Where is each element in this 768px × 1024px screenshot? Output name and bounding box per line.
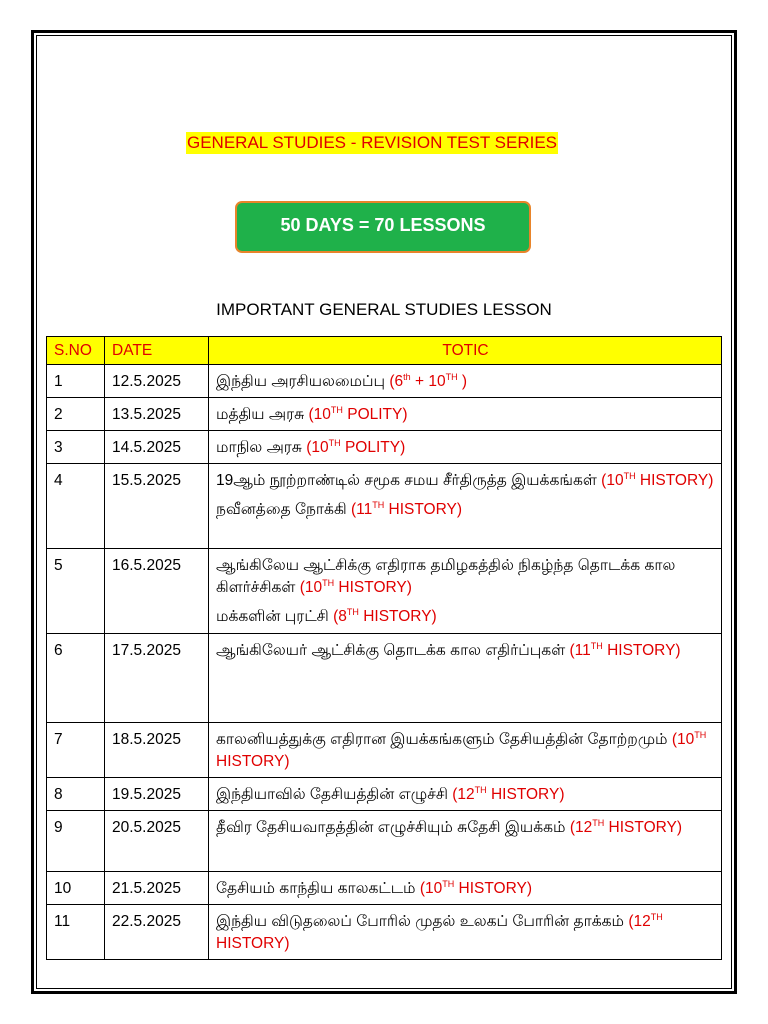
row-topic	[209, 905, 722, 960]
class-text: POLITY)	[340, 439, 406, 456]
class-reference	[306, 439, 405, 456]
row-topic	[209, 723, 722, 778]
topic-line	[216, 817, 715, 839]
row-date: 20.5.2025	[105, 811, 209, 872]
class-reference	[601, 472, 713, 489]
row-date: 17.5.2025	[105, 634, 209, 723]
table-row	[47, 634, 722, 723]
class-text: HISTORY)	[384, 501, 463, 518]
class-text: (6	[389, 373, 404, 390]
class-text: (10	[299, 579, 323, 596]
table-row	[47, 464, 722, 549]
class-reference	[389, 373, 467, 390]
row-sno: 2	[47, 398, 105, 431]
topic-text: ஆங்கிலேய ஆட்சிக்கு எதிராக தமிழகத்தில் நிகழ்ந்த தொடக்க கால கிளர்ச்சிகள்	[216, 557, 676, 596]
class-superscript: th	[403, 371, 411, 382]
class-text: (8	[333, 608, 347, 625]
class-reference	[452, 786, 564, 803]
class-reference	[333, 608, 437, 625]
topic-line	[216, 784, 715, 806]
row-date: 16.5.2025	[105, 549, 209, 634]
class-text: (11	[569, 642, 591, 659]
topic-text: தீவிர தேசியவாதத்தின் எழுச்சியும் சுதேசி இயக்கம்	[216, 819, 570, 836]
row-sno: 10	[47, 872, 105, 905]
class-reference	[570, 642, 681, 659]
class-superscript: TH	[372, 499, 385, 510]
class-reference	[351, 501, 462, 518]
class-superscript: TH	[322, 577, 335, 588]
row-topic	[209, 365, 722, 398]
row-sno: 3	[47, 431, 105, 464]
class-text: + 10	[410, 373, 446, 390]
class-text: (10	[601, 472, 624, 489]
topic-line	[216, 437, 715, 459]
table-row	[47, 723, 722, 778]
topic-line	[216, 911, 715, 955]
topic-line	[216, 878, 715, 900]
row-sno: 7	[47, 723, 105, 778]
class-text: HISTORY)	[604, 819, 683, 836]
row-topic	[209, 431, 722, 464]
row-date: 19.5.2025	[105, 778, 209, 811]
row-sno: 9	[47, 811, 105, 872]
header-sno: S.NO	[47, 337, 105, 365]
topic-line	[216, 640, 715, 662]
header-date: DATE	[105, 337, 209, 365]
row-topic	[209, 398, 722, 431]
class-superscript: TH	[330, 404, 343, 415]
topic-line	[216, 371, 715, 393]
class-superscript: TH	[623, 470, 636, 481]
class-text: HISTORY)	[358, 608, 437, 625]
row-date: 22.5.2025	[105, 905, 209, 960]
class-text: HISTORY)	[216, 753, 290, 770]
class-text: (10	[308, 406, 331, 423]
class-text: (12	[452, 786, 475, 803]
row-sno: 1	[47, 365, 105, 398]
topic-text: மக்களின் புரட்சி	[216, 608, 334, 625]
row-topic	[209, 634, 722, 723]
topic-text: மாநில அரசு	[216, 439, 307, 456]
row-sno: 4	[47, 464, 105, 549]
class-reference	[300, 579, 412, 596]
table-row	[47, 778, 722, 811]
row-date: 15.5.2025	[105, 464, 209, 549]
class-text: (12	[628, 913, 651, 930]
class-superscript: TH	[328, 437, 341, 448]
class-text: HISTORY)	[635, 472, 714, 489]
table-row	[47, 549, 722, 634]
class-text: HISTORY)	[602, 642, 681, 659]
class-superscript: TH	[592, 817, 605, 828]
table-header-row	[47, 337, 722, 365]
row-date: 12.5.2025	[105, 365, 209, 398]
class-reference	[420, 880, 532, 897]
class-superscript: TH	[442, 878, 455, 889]
days-lessons-banner: 50 DAYS = 70 LESSONS	[235, 201, 531, 253]
row-sno: 8	[47, 778, 105, 811]
class-reference	[570, 819, 682, 836]
class-text: POLITY)	[342, 406, 408, 423]
topic-text: மத்திய அரசு	[216, 406, 309, 423]
table-row	[47, 811, 722, 872]
row-date: 14.5.2025	[105, 431, 209, 464]
class-superscript: TH	[650, 911, 663, 922]
topic-text: தேசியம் காந்திய காலகட்டம்	[216, 880, 420, 897]
table-row	[47, 905, 722, 960]
lesson-schedule-table	[46, 336, 722, 960]
row-topic	[209, 464, 722, 549]
row-topic	[209, 549, 722, 634]
class-reference	[309, 406, 408, 423]
table-row	[47, 365, 722, 398]
topic-line	[216, 499, 715, 521]
table-row	[47, 872, 722, 905]
row-date: 13.5.2025	[105, 398, 209, 431]
header-topic: TOTIC	[209, 337, 722, 365]
class-superscript: TH	[474, 784, 487, 795]
section-title: IMPORTANT GENERAL STUDIES LESSON	[216, 300, 552, 319]
topic-line	[216, 404, 715, 426]
class-text: (10	[419, 880, 443, 897]
topic-text: இந்தியாவில் தேசியத்தின் எழுச்சி	[216, 786, 453, 803]
row-sno: 11	[47, 905, 105, 960]
row-sno: 5	[47, 549, 105, 634]
class-text: HISTORY)	[216, 935, 290, 952]
series-title: GENERAL STUDIES - REVISION TEST SERIES	[187, 133, 557, 152]
class-text: (12	[569, 819, 593, 836]
class-superscript: TH	[694, 729, 707, 740]
class-superscript: TH	[346, 606, 359, 617]
topic-line	[216, 606, 715, 628]
row-date: 18.5.2025	[105, 723, 209, 778]
row-sno: 6	[47, 634, 105, 723]
row-topic	[209, 778, 722, 811]
class-text: HISTORY)	[454, 880, 533, 897]
topic-line	[216, 729, 715, 773]
topic-text: இந்திய அரசியலமைப்பு	[216, 373, 390, 390]
topic-text: காலனியத்துக்கு எதிரான இயக்கங்களும் தேசியத்தின் தோற்றமும்	[216, 731, 672, 748]
class-text: )	[457, 373, 468, 390]
class-superscript: TH	[445, 371, 458, 382]
table-row	[47, 431, 722, 464]
row-topic	[209, 872, 722, 905]
row-date: 21.5.2025	[105, 872, 209, 905]
class-text: HISTORY)	[486, 786, 565, 803]
topic-text: 19ஆம் நூற்றாண்டில் சமூக சமய சீர்திருத்த இயக்கங்கள்	[216, 472, 602, 489]
class-superscript: TH	[590, 640, 603, 651]
topic-text: இந்திய விடுதலைப் போரில் முதல் உலகப் போரின் தாக்கம்	[216, 913, 629, 930]
class-text: (10	[306, 439, 329, 456]
table-row	[47, 398, 722, 431]
topic-text: ஆங்கிலேயர் ஆட்சிக்கு தொடக்க கால எதிர்ப்புகள்	[216, 642, 570, 659]
class-text: (10	[671, 731, 695, 748]
topic-text: நவீனத்தை நோக்கி	[216, 501, 351, 518]
topic-line	[216, 470, 715, 492]
class-text: (11	[350, 501, 373, 518]
class-text: HISTORY)	[334, 579, 412, 596]
topic-line	[216, 555, 715, 599]
row-topic	[209, 811, 722, 872]
